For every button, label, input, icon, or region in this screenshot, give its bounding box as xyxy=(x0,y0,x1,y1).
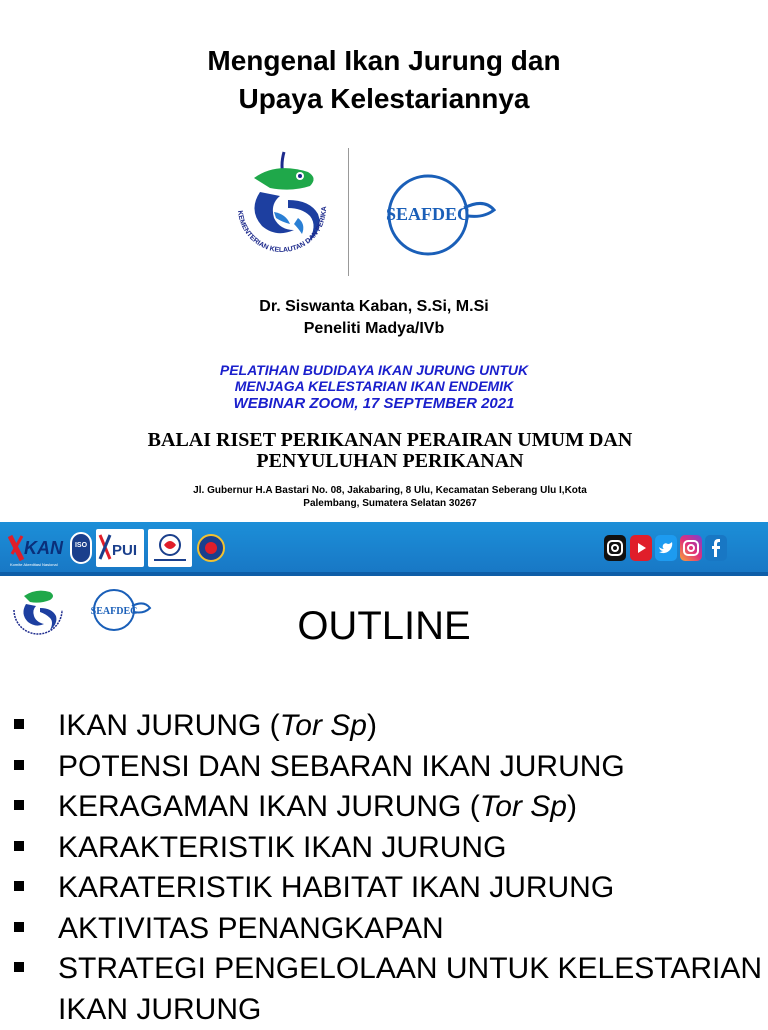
event-line-2: MENJAGA KELESTARIAN IKAN ENDEMIK xyxy=(234,378,514,394)
kan-logo-subtext: Komite Akreditasi Nasional xyxy=(10,562,58,567)
kan-logo-text: KAN xyxy=(24,538,63,558)
list-item: STRATEGI PENGELOLAAN UNTUK KELESTARIAN IKAN JURUNG xyxy=(12,949,768,1030)
institute-name xyxy=(0,430,768,472)
bullet-icon xyxy=(14,760,24,770)
bullet-icon xyxy=(14,962,24,972)
bullet-icon xyxy=(14,881,24,891)
twitter-icon[interactable] xyxy=(655,535,677,561)
logo-divider xyxy=(348,148,349,276)
outline-slide xyxy=(0,576,768,1024)
kkp-logo xyxy=(214,148,348,276)
institute-address xyxy=(0,484,768,510)
youtube-icon[interactable] xyxy=(630,535,652,561)
list-item: KERAGAMAN IKAN JURUNG (Tor Sp) xyxy=(12,787,768,828)
event-block xyxy=(0,362,748,414)
list-item: KARAKTERISTIK IKAN JURUNG xyxy=(12,828,768,869)
outline-heading: OUTLINE xyxy=(297,604,471,648)
institute-line-1: BALAI RISET PERIKANAN PERAIRAN UMUM DAN xyxy=(147,429,633,451)
slide-title xyxy=(0,42,768,118)
instagram-icon[interactable] xyxy=(604,535,626,561)
author-name: Dr. Siswanta Kaban, S.Si, M.Si xyxy=(259,298,489,315)
address-line-2: Palembang, Sumatera Selatan 30267 xyxy=(303,498,477,509)
kkp-logo-text: KEMENTERIAN KELAUTAN DAN PERIKA xyxy=(236,206,329,255)
iso-badge-text: ISO xyxy=(74,542,88,549)
author-position: Peneliti Madya/IVb xyxy=(303,320,445,337)
list-item: POTENSI DAN SEBARAN IKAN JURUNG xyxy=(12,747,768,788)
title-line-2: Upaya Kelestariannya xyxy=(238,83,530,114)
iso-badge xyxy=(70,532,92,564)
emblem-logo xyxy=(196,531,226,565)
bullet-icon xyxy=(14,719,24,729)
address-line-1: Jl. Gubernur H.A Bastari No. 08, Jakabaring, 8 Ulu, Kecamatan Seberang Ulu I,Kota xyxy=(193,485,587,496)
seafdec-logo xyxy=(384,168,496,262)
outline-list xyxy=(12,706,768,1030)
list-item: IKAN JURUNG (Tor Sp) xyxy=(12,706,768,747)
accreditation-band xyxy=(0,522,768,576)
pui-logo xyxy=(96,529,144,567)
list-item: AKTIVITAS PENANGKAPAN xyxy=(12,909,768,950)
seafdec-logo-small-text: SEAFDEC xyxy=(90,606,138,617)
bullet-icon xyxy=(14,841,24,851)
event-line-1: PELATIHAN BUDIDAYA IKAN JURUNG UNTUK xyxy=(219,362,529,378)
pui-logo-text: PUI xyxy=(112,542,138,559)
author-block xyxy=(0,296,748,340)
bullet-icon xyxy=(14,922,24,932)
partner-logo xyxy=(148,529,192,567)
list-item: KARATERISTIK HABITAT IKAN JURUNG xyxy=(12,868,768,909)
event-date: WEBINAR ZOOM, 17 SEPTEMBER 2021 xyxy=(233,395,515,412)
bullet-icon xyxy=(14,800,24,810)
institute-line-2: PENYULUHAN PERIKANAN xyxy=(256,450,524,472)
title-line-1: Mengenal Ikan Jurung dan xyxy=(207,45,561,76)
facebook-icon[interactable] xyxy=(705,535,727,561)
seafdec-logo-text: SEAFDEC xyxy=(385,204,471,224)
kan-logo xyxy=(8,530,68,568)
instagram-gradient-icon[interactable] xyxy=(680,535,702,561)
